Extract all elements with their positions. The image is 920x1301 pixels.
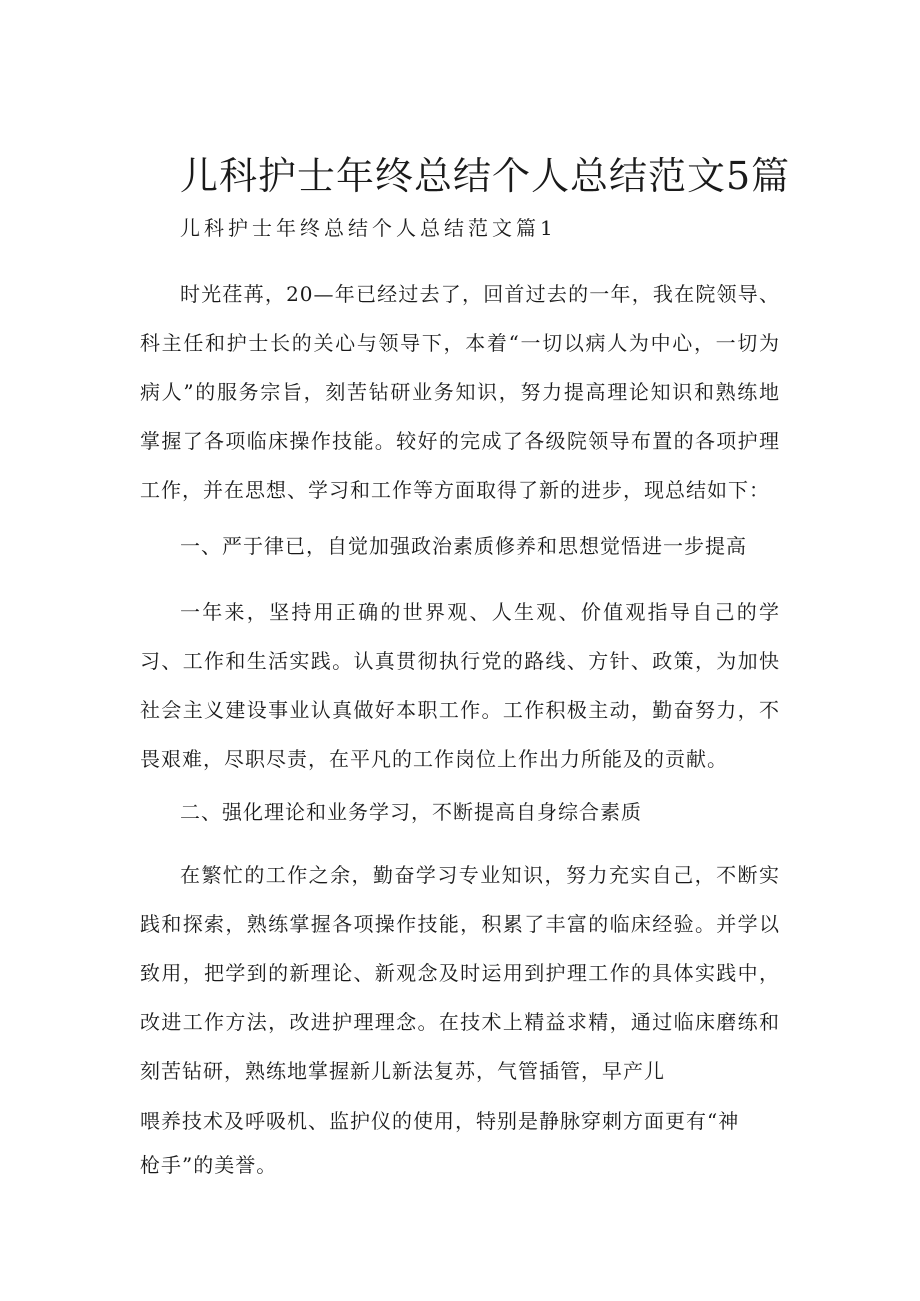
document-title: 儿科护士年终总结个人总结范文5篇 (180, 154, 791, 198)
section-heading-1: 一、严于律已，自觉加强政治素质修养和思想觉悟进一步提高 (180, 534, 747, 558)
paragraph-section-1: 一年来，坚持用正确的世界观、人生观、价值观指导自己的学习、工作和生活实践。认真贯彻执行党的路线、方针、政策，为加快社会主义建设事业认真做好本职工作。工作积极主动，勤奋努力，不畏艰难，尽职尽责，在平凡的工作岗位上作出力所能及的贡献。 (140, 600, 780, 771)
paragraph-section-2: 在繁忙的工作之余，勤奋学习专业知识，努力充实自己，不断实践和探索，熟练掌握各项操作技能，积累了丰富的临床经验。并学以致用，把学到的新理论、新观念及时运用到护理工作的具体实践中，改进工作方法，改进护理理念。在技术上精益求精，通过临床磨练和刻苦钻研，熟练地掌握新儿新法复苏，气管插管，早产儿 (140, 863, 780, 1083)
paragraph-continuation-line: 喂养技术及呼吸机、监护仪的使用，特别是静脉穿刺方面更有“神 (140, 1109, 740, 1133)
section-heading-2: 二、强化理论和业务学习，不断提高自身综合素质 (180, 800, 642, 824)
document-subtitle: 儿科护士年终总结个人总结范文篇1 (180, 216, 557, 240)
paragraph-continuation-line: 枪手”的美誉。 (140, 1153, 278, 1177)
paragraph-intro: 时光荏苒，20—年已经过去了，回首过去的一年，我在院领导、科主任和护士长的关心与领导下，本着“一切以病人为中心，一切为病人”的服务宗旨，刻苦钻研业务知识，努力提高理论知识和熟练地掌握了各项临床操作技能。较好的完成了各级院领导布置的各项护理工作，并在思想、学习和工作等方面取得了新的进步，现总结如下： (140, 282, 780, 502)
